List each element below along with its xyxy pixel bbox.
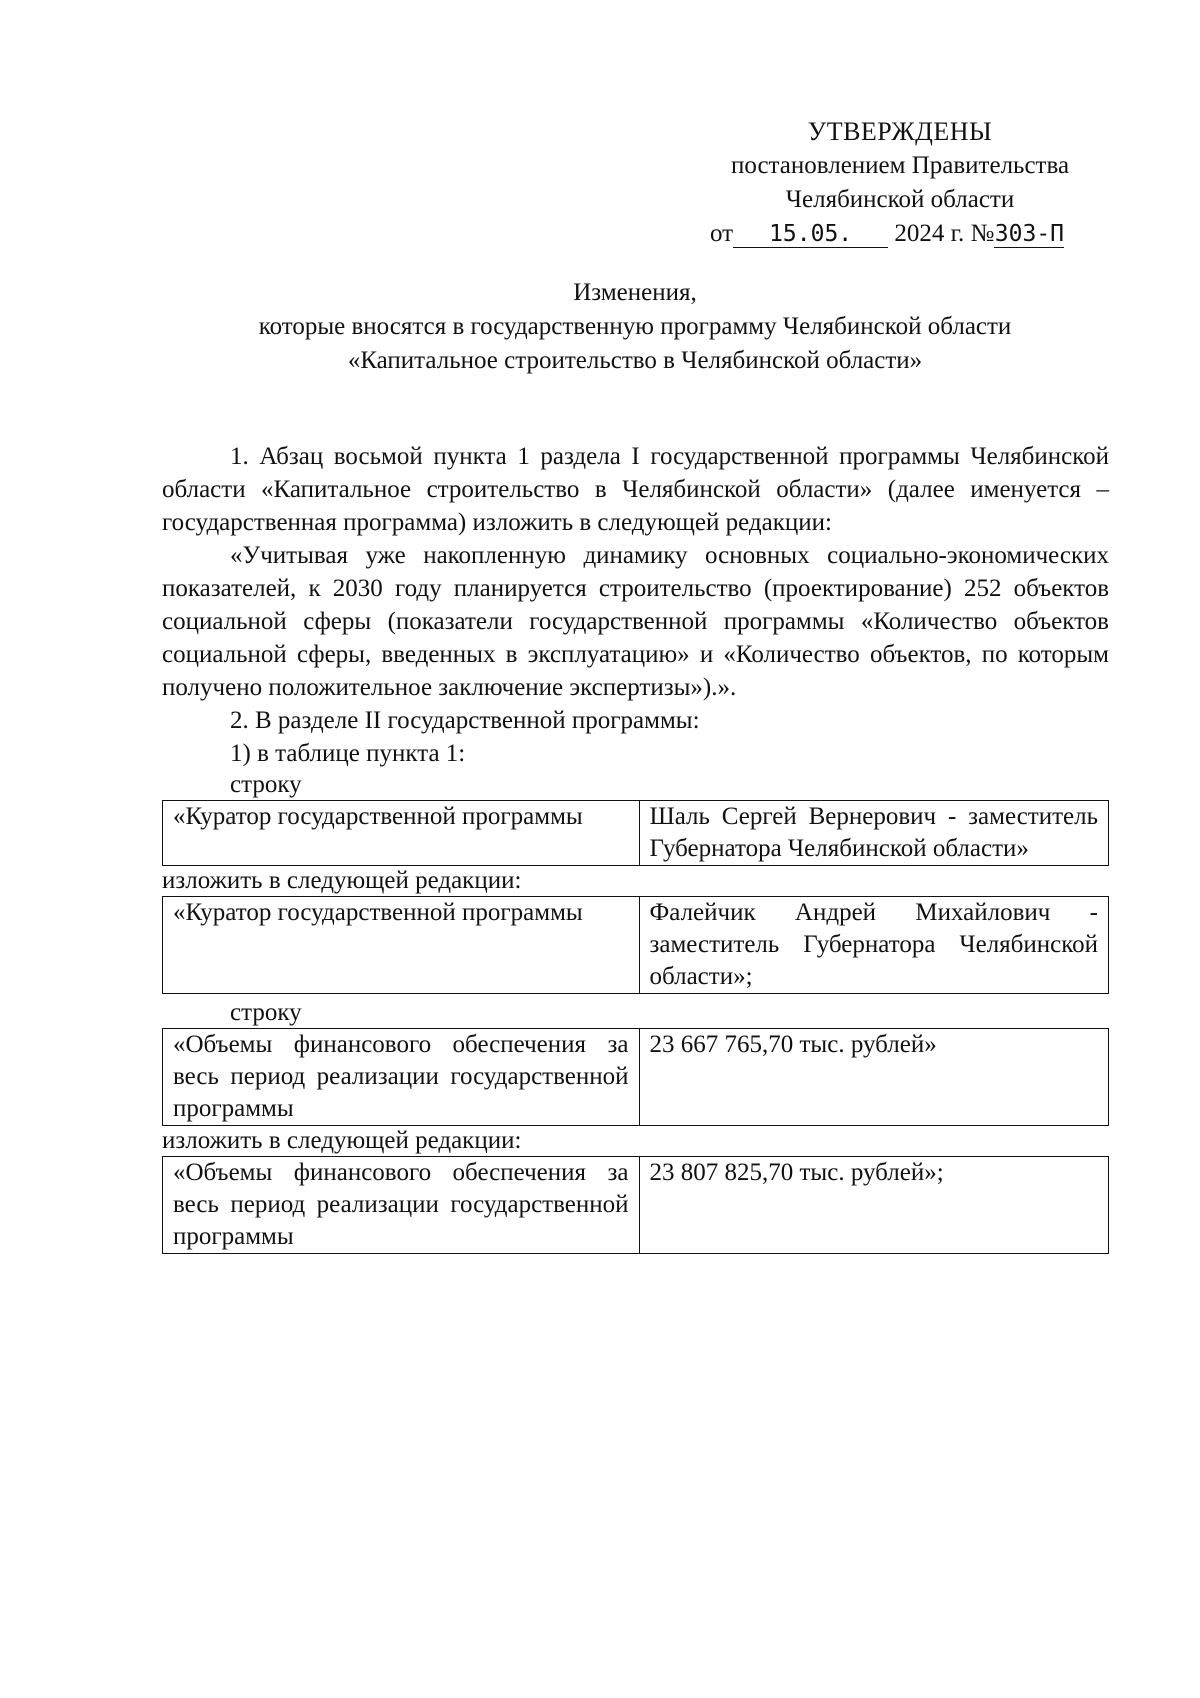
table-cell-left: «Куратор государственной программы xyxy=(163,801,640,866)
document-title xyxy=(160,276,1110,378)
table-cell-right: Фалейчик Андрей Михайлович - заместитель Губернатора Челябинской области»; xyxy=(639,897,1109,994)
table-cell-left: «Объемы финансового обеспечения за весь период реализации государственной программы xyxy=(163,1029,640,1126)
title-line-2: которые вносятся в государственную программу Челябинской области xyxy=(258,313,1012,340)
table-row xyxy=(163,1157,1109,1254)
paragraph-4: 1) в таблице пункта 1: xyxy=(230,740,466,767)
document-body xyxy=(162,440,1109,1254)
paragraph-2: «Учитывая уже накопленную динамику основных социально-экономических показателей, к 2030 году планируется строительство (проектирование) 252 объектов социальной сферы (показатели государственной программы «Количество объектов социальной сферы, введенных в эксплуатацию» и «Количество объектов, по которым получено положительное заключение экспертизы»).». xyxy=(162,542,1109,701)
resolution-number: 303-П xyxy=(994,221,1065,247)
approval-date-line xyxy=(710,217,1110,251)
approval-line-2: Челябинской области xyxy=(785,186,1015,213)
table-cell-right: 23 807 825,70 тыс. рублей»; xyxy=(639,1157,1109,1254)
table-funding-new xyxy=(162,1156,1109,1254)
table-cell-right: Шаль Сергей Вернерович - заместитель Губернатора Челябинской области» xyxy=(639,801,1109,866)
table-cell-left: «Объемы финансового обеспечения за весь период реализации государственной программы xyxy=(163,1157,640,1254)
row-intro-2: строку xyxy=(230,999,302,1026)
table-curator-old xyxy=(162,800,1109,866)
table-cell-right: 23 667 765,70 тыс. рублей» xyxy=(639,1029,1109,1126)
title-line-3: «Капитальное строительство в Челябинской области» xyxy=(347,347,923,374)
table-funding-old xyxy=(162,1028,1109,1126)
table-row xyxy=(163,1029,1109,1126)
approval-title: УТВЕРЖДЕНЫ xyxy=(807,117,993,146)
table-row xyxy=(163,801,1109,866)
table-row xyxy=(163,897,1109,994)
title-line-1: Изменения, xyxy=(573,279,697,306)
replace-label-2: изложить в следующей редакции: xyxy=(162,1127,522,1154)
date-year: 2024 г. № xyxy=(894,220,995,247)
approval-stamp xyxy=(690,115,1110,251)
paragraph-1: 1. Абзац восьмой пункта 1 раздела I государственной программы Челябинской области «Капитальное строительство в Челябинской области» (далее именуется – государственная программа) изложить в следующей редакции: xyxy=(162,443,1109,536)
table-cell-left: «Куратор государственной программы xyxy=(163,897,640,994)
date-value: 15.05. xyxy=(733,221,888,248)
row-intro-1: строку xyxy=(230,771,302,798)
approval-line-1: постановлением Правительства xyxy=(730,152,1070,179)
date-prefix: от xyxy=(710,220,734,247)
paragraph-3: 2. В разделе II государственной программы: xyxy=(230,707,700,734)
replace-label-1: изложить в следующей редакции: xyxy=(162,867,522,894)
table-curator-new xyxy=(162,896,1109,994)
